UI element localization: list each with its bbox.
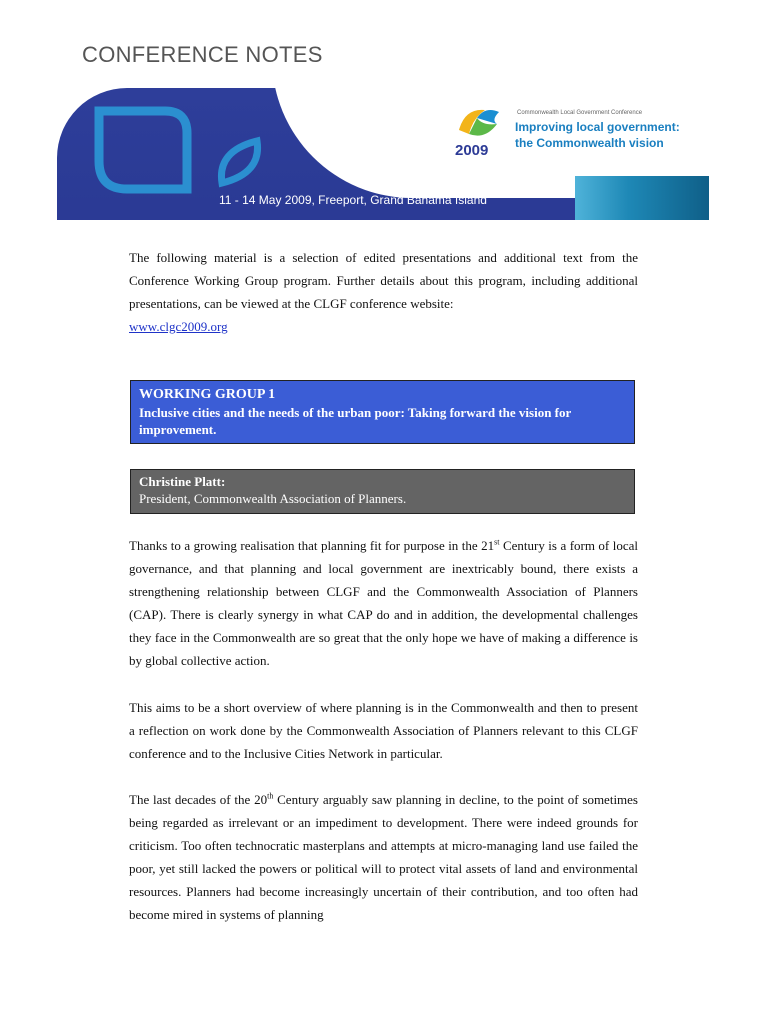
conference-banner <box>57 88 709 220</box>
p2-text: This aims to be a short overview of where planning is in the Commonwealth and then to present a reflection on work done by the Commonwealth Association of Planners relevant to this CLGF conference and to the Inclusive Cities Network in particular. <box>129 700 638 761</box>
p3-text-b: Century arguably saw planning in decline, to the point of sometimes being regarded as irrelevant or an impediment to development. There were indeed grounds for criticism. Too often technocratic masterplans and attempts at micro-managing land use failed the poor, yet still lacked the powers or political will to protect vital assets of land and environmental resources. Planners had become increasingly uncertain of their contribution, and too often had become mired in systems of planning <box>129 792 638 922</box>
working-group-header <box>130 380 635 444</box>
p1-text-a: Thanks to a growing realisation that planning fit for purpose in the 21 <box>129 538 495 553</box>
leaf-logo-icon <box>87 103 277 203</box>
p1-superscript: st <box>494 537 500 547</box>
speaker-header <box>130 469 635 514</box>
working-group-subtitle: Inclusive cities and the needs of the urban poor: Taking forward the vision for improvement. <box>139 405 572 437</box>
working-group-title: WORKING GROUP 1 <box>139 387 276 402</box>
body-paragraph-1 <box>129 534 638 672</box>
conference-name-small: Commonwealth Local Government Conference <box>517 110 643 116</box>
p3-text-a: The last decades of the 20 <box>129 792 268 807</box>
conference-emblem-icon <box>455 104 501 144</box>
conference-tagline-2: the Commonwealth vision <box>515 136 664 150</box>
body-paragraph-2 <box>129 696 638 765</box>
conference-tagline-1: Improving local government: <box>515 120 680 134</box>
speaker-role: President, Commonwealth Association of Planners. <box>139 491 407 506</box>
document-title: CONFERENCE NOTES <box>82 42 323 67</box>
conference-year: 2009 <box>455 142 489 159</box>
p3-superscript: th <box>267 791 274 801</box>
p1-text-b: Century is a form of local governance, and that planning and local government are inextricably bound, there exists a strengthening relationship between CLGF and the Commonwealth Association of Planners (CAP). There is clearly synergy in what CAP do and in addition, the developmental challenges they face in the Commonwealth are so great that the only hope we have of making a difference is by global collective action. <box>129 538 638 668</box>
speaker-name: Christine Platt: <box>139 474 226 489</box>
conference-website-link[interactable]: www.clgc2009.org <box>129 319 228 334</box>
banner-photo-strip <box>575 176 709 220</box>
intro-paragraph <box>129 246 638 338</box>
body-paragraph-3 <box>129 788 638 926</box>
banner-date-location: 11 - 14 May 2009, Freeport, Grand Bahama Island <box>219 193 487 207</box>
intro-text: The following material is a selection of edited presentations and additional text from the Conference Working Group program. Further details about this program, including additional presentations, can be viewed at the CLGF conference website: <box>129 250 638 311</box>
